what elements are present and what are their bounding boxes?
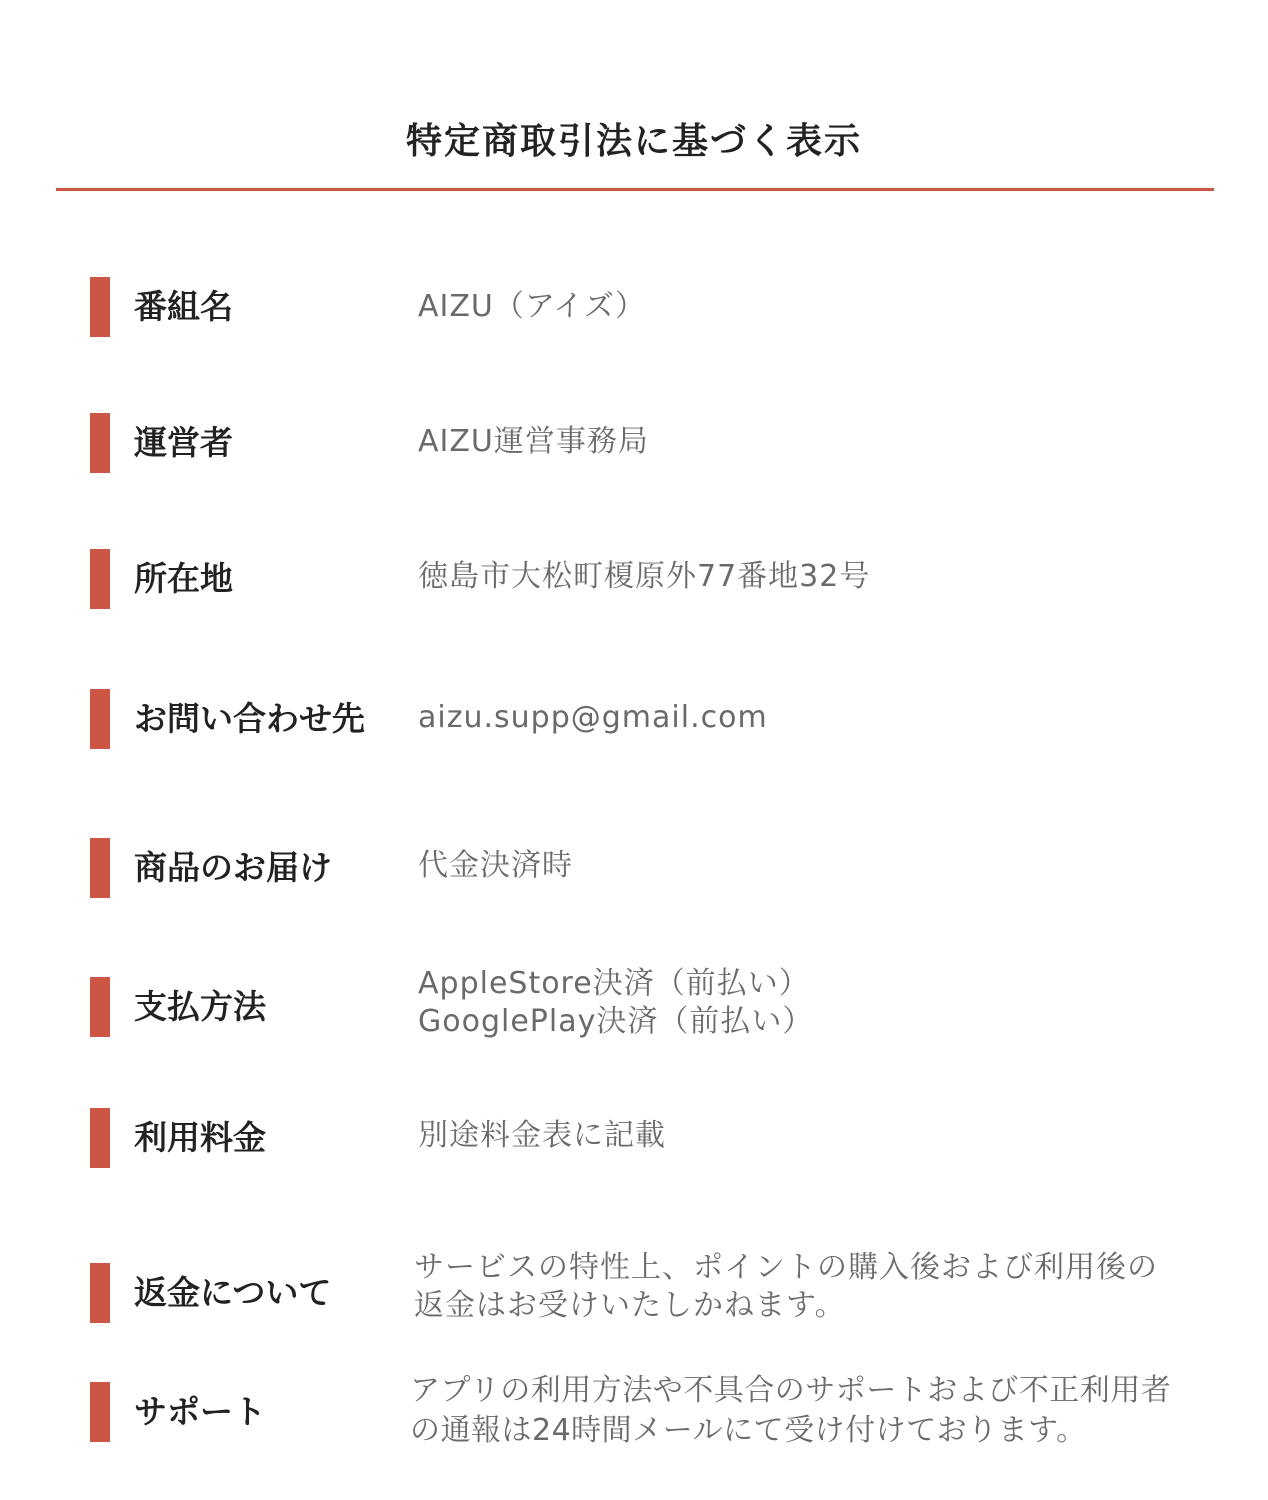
row-value-address: 徳島市大松町榎原外77番地32号	[418, 559, 871, 594]
row-value-program-name: AIZU（アイズ）	[418, 289, 646, 324]
row-label-program-name: 番組名	[134, 287, 233, 326]
row-marker	[90, 1382, 110, 1442]
row-label-contact: お問い合わせ先	[134, 699, 365, 738]
row-value-payment-method-line2: GooglePlay決済（前払い）	[418, 1004, 814, 1039]
row-value-support-line2: の通報は24時間メールにて受け付けております。	[410, 1413, 1087, 1448]
row-value-contact: aizu.supp@gmail.com	[418, 700, 768, 735]
title-divider	[56, 188, 1214, 191]
row-label-fees: 利用料金	[134, 1118, 266, 1157]
row-value-delivery: 代金決済時	[418, 848, 573, 883]
row-value-support-line1: アプリの利用方法や不具合のサポートおよび不正利用者	[410, 1373, 1172, 1408]
row-label-delivery: 商品のお届け	[134, 848, 332, 887]
page-title: 特定商取引法に基づく表示	[405, 121, 862, 162]
row-marker	[90, 1108, 110, 1168]
row-marker	[90, 977, 110, 1037]
row-label-refund: 返金について	[134, 1273, 332, 1312]
row-label-payment-method: 支払方法	[134, 987, 266, 1026]
row-marker	[90, 1263, 110, 1323]
row-marker	[90, 549, 110, 609]
row-marker	[90, 277, 110, 337]
row-label-operator: 運営者	[134, 423, 233, 462]
row-value-refund-line1: サービスの特性上、ポイントの購入後および利用後の	[414, 1250, 1158, 1285]
row-value-operator: AIZU運営事務局	[418, 424, 649, 459]
row-label-support: サポート	[134, 1392, 266, 1431]
row-marker	[90, 413, 110, 473]
row-value-payment-method-line1: AppleStore決済（前払い）	[418, 966, 810, 1001]
row-marker	[90, 838, 110, 898]
row-value-refund-line2: 返金はお受けいたしかねます。	[414, 1288, 846, 1323]
row-label-address: 所在地	[134, 559, 233, 598]
row-value-fees: 別途料金表に記載	[418, 1118, 666, 1153]
row-marker	[90, 689, 110, 749]
